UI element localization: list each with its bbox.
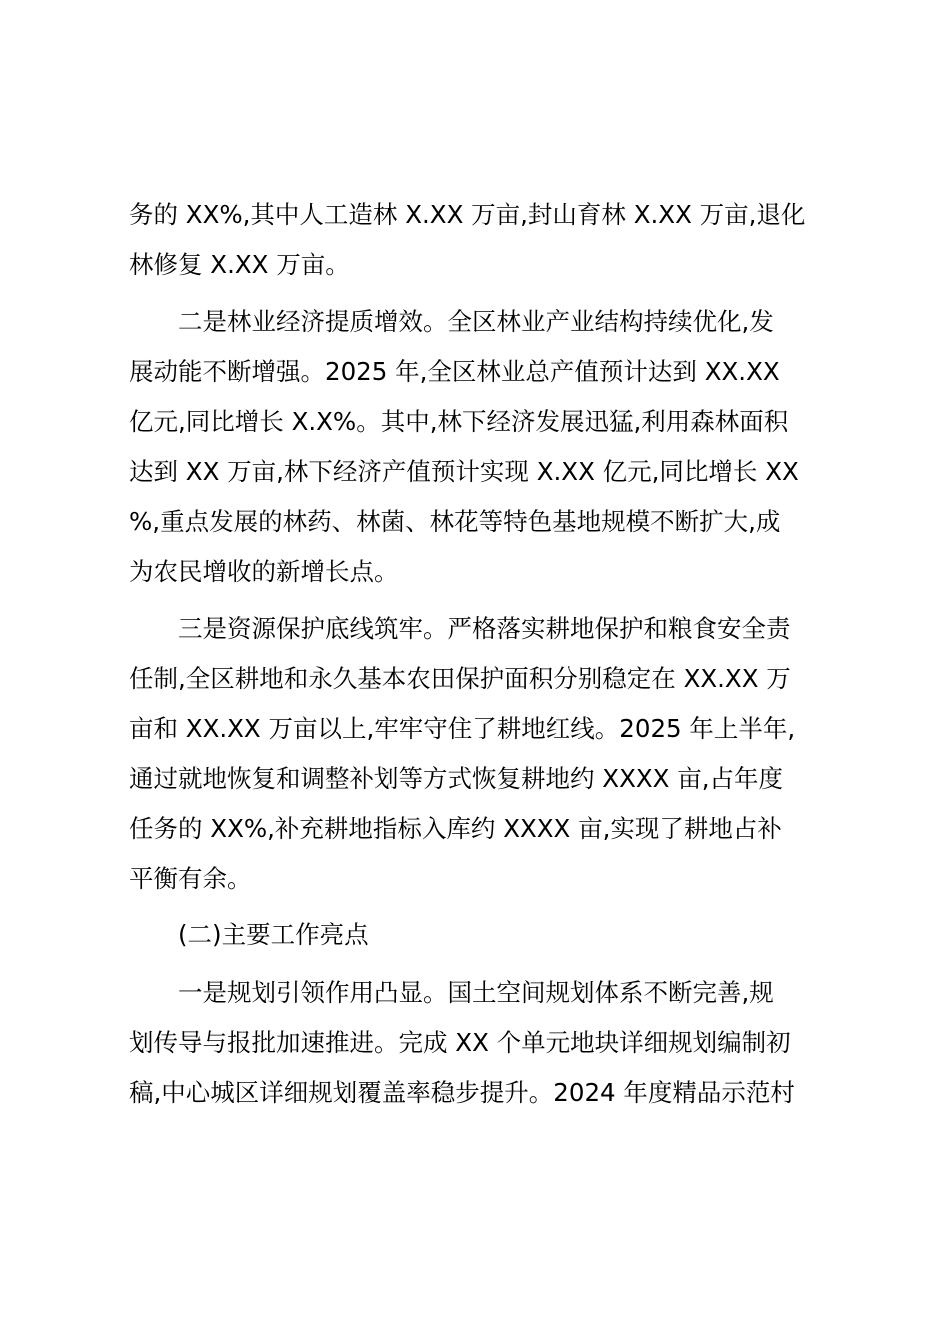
paragraph-1-line-1: 务的 XX%,其中人工造林 X.XX 万亩,封山育林 X.XX 万亩,退化 [129,200,806,229]
paragraph-2-line-2: 展动能不断增强。2025 年,全区林业总产值预计达到 XX.XX [129,357,780,386]
paragraph-4-line-2: 划传导与报批加速推进。完成 XX 个单元地块详细规划编制初 [129,1028,791,1057]
paragraph-4-line-3: 稿,中心城区详细规划覆盖率稳步提升。2024 年度精品示范村 [129,1078,795,1107]
paragraph-3-line-1: 三是资源保护底线筑牢。严格落实耕地保护和粮食安全责 [178,614,791,643]
paragraph-4-line-1: 一是规划引领作用凸显。国土空间规划体系不断完善,规 [178,978,774,1007]
paragraph-3-line-5: 任务的 XX%,补充耕地指标入库约 XXXX 亩,实现了耕地占补 [129,814,782,843]
paragraph-2-line-6: 为农民增收的新增长点。 [129,557,399,586]
paragraph-2-line-5: %,重点发展的林药、林菌、林花等特色基地规模不断扩大,成 [129,507,781,536]
section-heading: (二)主要工作亮点 [178,920,369,949]
paragraph-1-line-2: 林修复 X.XX 万亩。 [129,250,350,279]
paragraph-3-line-3: 亩和 XX.XX 万亩以上,牢牢守住了耕地红线。2025 年上半年, [129,714,796,743]
paragraph-2-line-1: 二是林业经济提质增效。全区林业产业结构持续优化,发 [178,307,774,336]
paragraph-3-line-2: 任制,全区耕地和永久基本农田保护面积分别稳定在 XX.XX 万 [129,664,791,693]
paragraph-2-line-4: 达到 XX 万亩,林下经济产值预计实现 X.XX 亿元,同比增长 XX [129,457,799,486]
paragraph-2-line-3: 亿元,同比增长 X.X%。其中,林下经济发展迅猛,利用森林面积 [129,407,789,436]
paragraph-3-line-6: 平衡有余。 [129,864,252,893]
paragraph-3-line-4: 通过就地恢复和调整补划等方式恢复耕地约 XXXX 亩,占年度 [129,764,783,793]
